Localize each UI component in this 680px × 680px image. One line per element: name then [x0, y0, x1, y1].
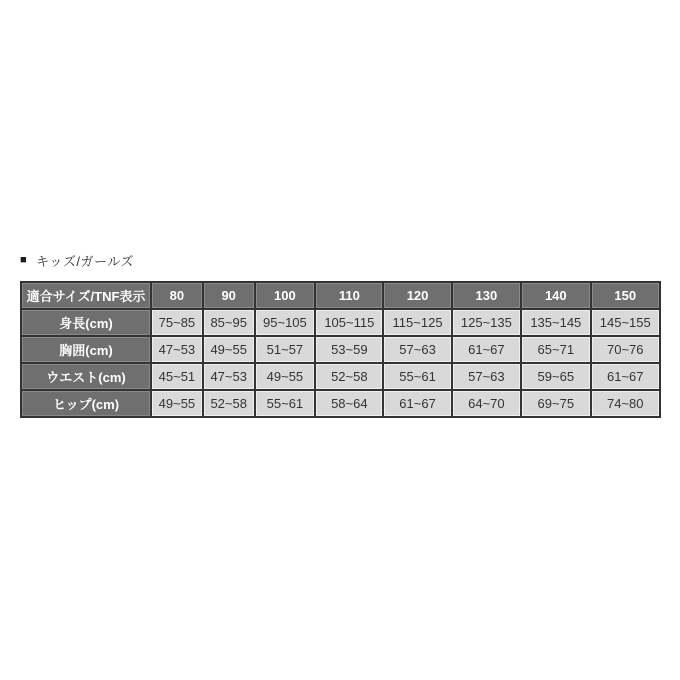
size-value-cell: 49~55	[255, 363, 316, 390]
size-value-cell: 105~115	[315, 309, 383, 336]
column-header: 120	[383, 282, 451, 309]
size-value-cell: 47~53	[151, 336, 203, 363]
size-chart-table	[20, 281, 661, 418]
table-row	[21, 390, 660, 417]
size-value-cell: 69~75	[521, 390, 590, 417]
header-size-label: 適合サイズ/TNF表示	[21, 282, 151, 309]
size-value-cell: 125~135	[452, 309, 521, 336]
column-header: 140	[521, 282, 590, 309]
column-header: 130	[452, 282, 521, 309]
size-value-cell: 55~61	[383, 363, 451, 390]
section-title-label: キッズ/ガールズ	[36, 254, 134, 269]
row-label: 身長(cm)	[21, 309, 151, 336]
size-value-cell: 115~125	[383, 309, 451, 336]
size-value-cell: 45~51	[151, 363, 203, 390]
size-value-cell: 52~58	[203, 390, 255, 417]
column-header: 80	[151, 282, 203, 309]
size-value-cell: 61~67	[383, 390, 451, 417]
size-value-cell: 57~63	[383, 336, 451, 363]
row-label: ヒップ(cm)	[21, 390, 151, 417]
size-value-cell: 74~80	[591, 390, 660, 417]
size-value-cell: 95~105	[255, 309, 316, 336]
table-row	[21, 336, 660, 363]
table-body	[21, 309, 660, 417]
size-value-cell: 75~85	[151, 309, 203, 336]
size-value-cell: 53~59	[315, 336, 383, 363]
table-row	[21, 309, 660, 336]
size-value-cell: 55~61	[255, 390, 316, 417]
column-header: 90	[203, 282, 255, 309]
size-value-cell: 51~57	[255, 336, 316, 363]
size-value-cell: 49~55	[203, 336, 255, 363]
table-header-row	[21, 282, 660, 309]
size-value-cell: 64~70	[452, 390, 521, 417]
column-header: 150	[591, 282, 660, 309]
square-bullet-icon: ■	[20, 254, 28, 266]
row-label: ウエスト(cm)	[21, 363, 151, 390]
size-value-cell: 65~71	[521, 336, 590, 363]
column-header: 110	[315, 282, 383, 309]
size-value-cell: 59~65	[521, 363, 590, 390]
size-value-cell: 47~53	[203, 363, 255, 390]
size-value-cell: 135~145	[521, 309, 590, 336]
size-value-cell: 61~67	[452, 336, 521, 363]
size-chart-section	[20, 251, 661, 418]
size-value-cell: 58~64	[315, 390, 383, 417]
row-label: 胸囲(cm)	[21, 336, 151, 363]
size-value-cell: 61~67	[591, 363, 660, 390]
size-value-cell: 70~76	[591, 336, 660, 363]
size-value-cell: 57~63	[452, 363, 521, 390]
size-value-cell: 85~95	[203, 309, 255, 336]
size-value-cell: 52~58	[315, 363, 383, 390]
table-row	[21, 363, 660, 390]
section-title	[20, 251, 661, 270]
size-value-cell: 145~155	[591, 309, 660, 336]
column-header: 100	[255, 282, 316, 309]
size-value-cell: 49~55	[151, 390, 203, 417]
